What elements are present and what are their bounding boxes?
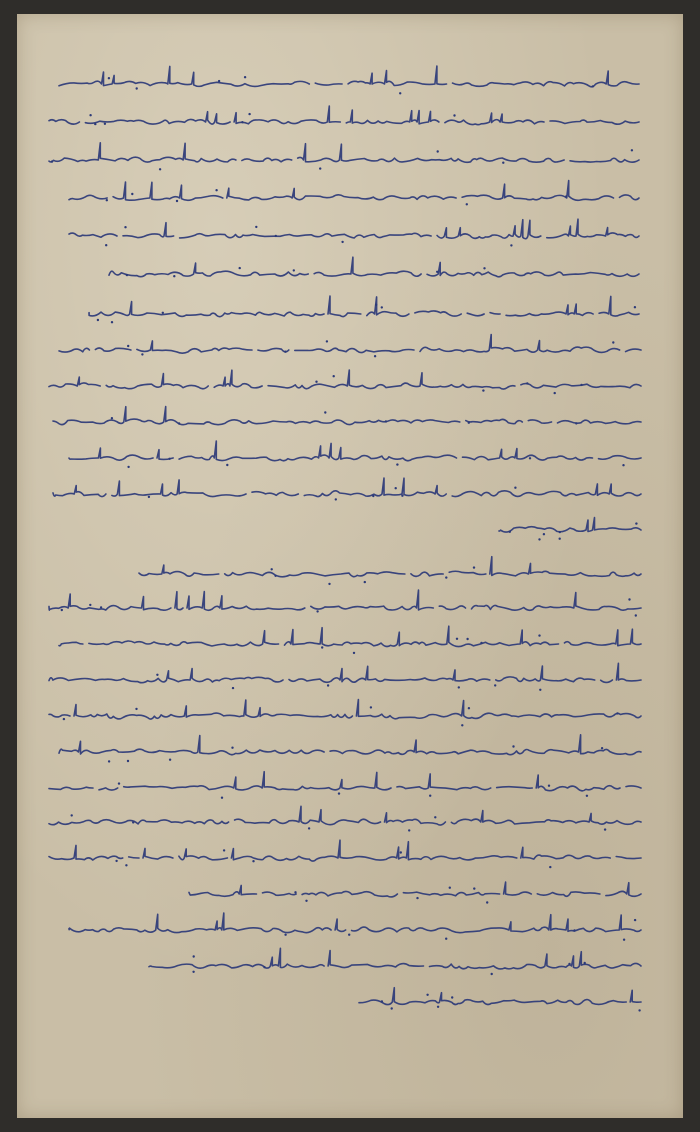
ink-dot [324,411,326,413]
ink-dot [136,87,138,89]
ink-dot [132,821,134,823]
handwritten-line [49,806,641,825]
ink-dot [526,382,528,384]
ink-dot [616,712,618,714]
ink-dot [482,389,484,391]
ink-dot [451,996,453,998]
ink-dot [381,306,383,308]
ink-dot [434,816,436,818]
ink-dot [125,864,127,866]
ink-dot [512,745,514,747]
ink-dot [308,827,310,829]
ink-dot [169,759,171,761]
ink-dot [514,487,516,489]
ink-dot [372,495,374,497]
ink-dot [634,919,636,921]
ink-dot [244,76,246,78]
ink-dot [335,498,337,500]
ink-dot [449,887,451,889]
ink-dot [510,244,512,246]
ink-dot [327,684,329,686]
handwritten-line [69,181,639,201]
ink-dot [127,760,129,762]
handwritten-line [59,626,641,646]
ink-dot [105,244,107,246]
ink-dot [586,795,588,797]
handwritten-line [49,663,641,682]
ink-dot [315,381,317,383]
ink-dot [592,85,594,87]
ink-dot [634,306,636,308]
ink-dot [231,747,233,749]
ink-dot [502,162,504,164]
ink-dot [473,887,475,889]
ink-dot [468,707,470,709]
ink-dot [271,568,273,570]
ink-dot [215,189,217,191]
ink-dot [141,353,143,355]
ink-dot [316,610,318,612]
ink-dot [176,200,178,202]
ink-dot [328,583,330,585]
ink-dot [108,760,110,762]
ink-dot [374,355,376,357]
ink-dot [559,538,561,540]
ink-dot [483,267,485,269]
ink-dot [111,321,113,323]
ink-dot [623,939,625,941]
ink-dot [326,340,328,342]
ink-dot [127,345,129,347]
ink-dot [108,77,110,79]
ink-dot [370,706,372,708]
ink-dot [263,966,265,968]
ink-dot [437,150,439,152]
ink-dot [293,269,295,271]
ink-dot [445,576,447,578]
ink-dot [400,851,402,853]
ink-dot [338,792,340,794]
ink-dot [458,686,460,688]
ink-dot [543,533,545,535]
ink-dot [284,351,286,353]
ink-dot [395,487,397,489]
ink-dot [486,901,488,903]
ink-dot [118,782,120,784]
ink-dot [364,581,366,583]
ink-dot [396,463,398,465]
ink-dot [111,417,113,419]
ink-dot [241,121,243,123]
ink-dot [321,646,323,648]
ink-dot [401,495,403,497]
ink-dot [437,1006,439,1008]
ink-dot [106,199,108,201]
ink-dot [100,606,102,608]
handwritten-line [49,370,641,389]
ink-dot [408,829,410,831]
ink-dot [538,538,540,540]
ink-dot [221,797,223,799]
ink-dot [584,962,586,964]
ink-dot [71,814,73,816]
ink-dot [426,994,428,996]
handwritten-line [59,735,641,755]
ink-dot [51,160,53,162]
ink-dot [539,689,541,691]
ink-dot [162,312,164,314]
ink-dot [604,828,606,830]
handwritten-line [49,700,641,720]
handwritten-line [189,882,641,897]
ink-dot [622,464,624,466]
ink-dot [131,193,133,195]
ink-dot [568,963,570,965]
ink-dot [601,747,603,749]
ink-dot [416,897,418,899]
ink-dot [391,1007,393,1009]
ink-dot [635,522,637,524]
ink-dot [631,149,633,151]
ink-dot [554,392,556,394]
ink-dot [466,203,468,205]
ink-dot [173,275,175,277]
ink-dot [63,718,65,720]
ink-dot [126,274,128,276]
ink-dot [348,934,350,936]
ink-dot [375,304,377,306]
ink-dot [192,971,194,973]
ink-dot [559,531,561,533]
ink-dot [255,226,257,228]
handwritten-line [59,335,641,354]
ink-dot [353,652,355,654]
ink-dot [429,795,431,797]
ink-dot [445,938,447,940]
ink-dot [252,860,254,862]
ink-dot [94,123,96,125]
ink-dot [453,114,455,116]
handwritten-line [69,441,641,461]
ink-dot [635,614,637,616]
handwritten-line [49,772,641,791]
ink-dot [97,319,99,321]
handwritten-line [139,557,641,577]
ink-dot [104,123,106,125]
ink-dot [612,341,614,343]
ink-dot [159,168,161,170]
ink-dot [178,422,180,424]
ink-dot [148,496,150,498]
ink-dot [456,638,458,640]
ink-dot [529,457,531,459]
handwritten-line [499,518,641,532]
ink-dot [494,684,496,686]
ink-dot [168,458,170,460]
ink-dot [549,866,551,868]
handwritten-line [359,988,641,1005]
ink-dot [284,934,286,936]
paper-sheet [17,14,683,1118]
handwritten-line [149,948,641,969]
ink-dot [218,80,220,82]
ink-dot [124,226,126,228]
handwritten-text-block [29,52,669,1012]
ink-dot [248,113,250,115]
ink-dot [61,609,63,611]
ink-dot [565,195,567,197]
ink-dot [341,241,343,243]
ink-dot [491,973,493,975]
ink-dot [135,708,137,710]
ink-dot [509,531,511,533]
handwritten-line [53,478,641,496]
ink-dot [580,384,582,386]
ink-dot [399,92,401,94]
handwritten-line [53,407,641,425]
ink-dot [239,267,241,269]
handwritten-line [49,143,639,163]
ink-dot [548,785,550,787]
ink-dot [385,420,387,422]
ink-dot [468,422,470,424]
handwritten-line [49,106,639,125]
ink-dot [381,1000,383,1002]
handwritten-line [89,296,639,317]
handwritten-line [69,913,641,933]
ink-dot [223,849,225,851]
ink-dot [294,891,296,893]
ink-dot [638,1009,640,1011]
ink-dot [89,604,91,606]
ink-dot [480,642,482,644]
ink-dot [305,900,307,902]
handwritten-line [49,840,641,861]
ink-dot [461,724,463,726]
ink-dot [473,566,475,568]
ink-dot [628,598,630,600]
ink-dot [115,860,117,862]
ink-dot [232,687,234,689]
ink-dot [193,955,195,957]
handwritten-line [69,219,639,239]
ink-dot [319,167,321,169]
ink-dot [333,375,335,377]
ink-dot [538,634,540,636]
ink-dot [226,464,228,466]
ink-dot [573,929,575,931]
ink-dot [156,674,158,676]
ink-dot [466,638,468,640]
handwritten-line [59,66,639,87]
ink-dot [275,235,277,237]
ink-dot [89,114,91,116]
handwritten-line [109,257,639,277]
ink-dot [436,271,438,273]
ink-dot [127,466,129,468]
ink-dot [274,575,276,577]
ink-dot [575,422,577,424]
handwritten-line [49,590,641,610]
